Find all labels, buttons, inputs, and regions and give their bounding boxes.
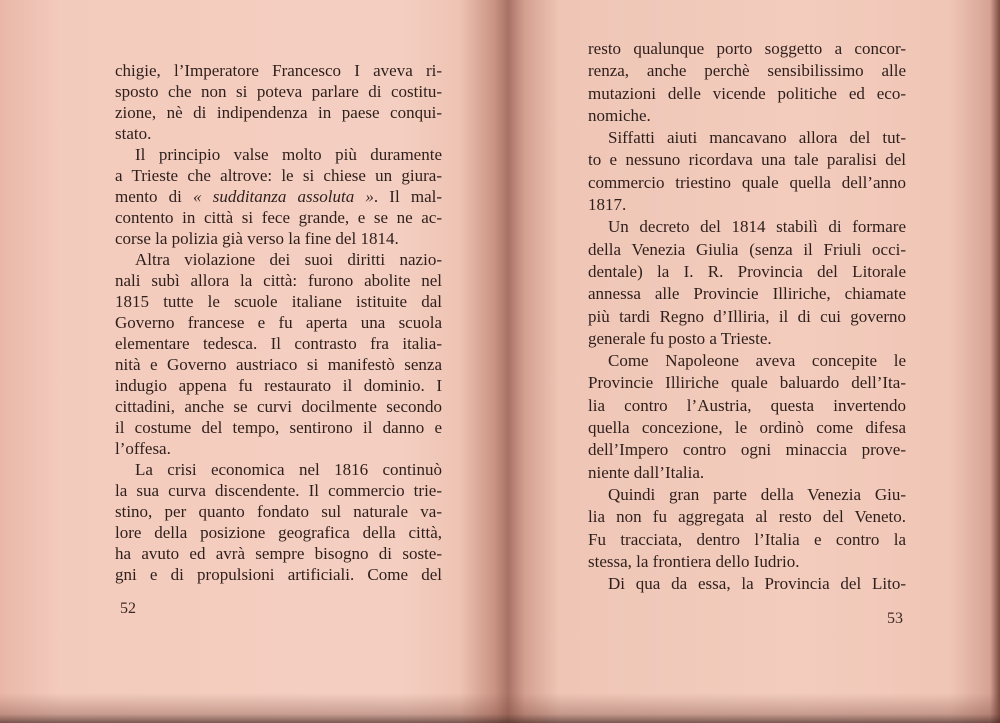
page-number-left: 52 <box>120 600 136 617</box>
page-number-right: 53 <box>887 610 903 627</box>
text-line: stato. <box>115 124 152 143</box>
text-line: Un decreto del 1814 stabilì di formare <box>608 217 906 237</box>
text-line: renza, anche perchè sensibilissimo alle <box>588 61 906 81</box>
text-line: annessa alle Provincie Illiriche, chiamate <box>588 284 906 304</box>
text-line: mutazioni delle vicende politiche ed eco- <box>588 83 906 103</box>
text-line: Di qua da essa, la Provincia del Lito- <box>608 574 906 594</box>
text-line: 1815 tutte le scuole italiane istituite dal <box>115 292 442 311</box>
text-line: indugio appena fu restaurato il dominio. I <box>115 376 442 395</box>
text-line: l’offesa. <box>115 439 171 458</box>
text-line: lia non fu aggregata al resto del Veneto. <box>588 507 906 527</box>
text-line: Governo francese e fu aperta una scuola <box>115 313 442 332</box>
text-line: dentale) la I. R. Provincia del Litorale <box>588 261 906 281</box>
text-line: contento in città si fece grande, e se ne ac- <box>115 208 442 227</box>
text-line: Il principio valse molto più duramente <box>135 145 442 164</box>
text-line: Come Napoleone aveva concepite le <box>608 351 906 371</box>
text-line: dell’Impero contro ogni minaccia prove- <box>588 440 906 460</box>
text-line: generale fu posto a Trieste. <box>588 328 772 348</box>
text-line: il costume del tempo, sentirono il danno e <box>115 418 442 437</box>
text-line: resto qualunque porto soggetto a concor- <box>588 39 906 58</box>
text-line: gni e di propulsioni artificiali. Come del <box>115 565 442 584</box>
text-line: 1817. <box>588 195 627 215</box>
text-line: della Venezia Giulia (senza il Friuli occi- <box>588 239 906 259</box>
text-line: quella concezione, le ordinò come difesa <box>588 418 906 438</box>
text-line: La crisi economica nel 1816 continuò <box>135 460 442 479</box>
text-line: niente dall’Italia. <box>588 462 705 482</box>
text-line: Siffatti aiuti mancavano allora del tut- <box>608 128 906 148</box>
text-line <box>115 186 442 207</box>
text-segment: . Il mal- <box>373 187 442 206</box>
text-line: lia contro l’Austria, questa invertendo <box>588 395 906 415</box>
text-line: Altra violazione dei suoi diritti nazio- <box>135 250 442 269</box>
text-line: ha avuto ed avrà sempre bisogno di soste- <box>115 544 442 563</box>
text-line: sposto che non si poteva parlare di costitu- <box>115 82 442 101</box>
italic-quote: « sudditanza assoluta » <box>193 187 374 206</box>
text-line: to e nessuno ricordava una tale paralisi del <box>588 150 906 170</box>
text-line: stino, per quanto fondato sul naturale va- <box>115 502 442 521</box>
text-line: lore della posizione geografica della città, <box>115 523 442 542</box>
page-bottom-edge <box>0 693 1000 723</box>
text-line: la sua curva discendente. Il commercio trie- <box>115 481 442 500</box>
text-line: stessa, la frontiera dello Iudrio. <box>588 551 800 571</box>
text-line: Provincie Illiriche quale baluardo dell’Ita- <box>588 373 906 393</box>
left-page-text <box>115 60 442 585</box>
text-line: nali subì allora la città: furono abolite nel <box>115 271 442 290</box>
text-line: Quindi gran parte della Venezia Giu- <box>608 484 906 504</box>
text-segment: mento di <box>115 187 194 206</box>
text-line: elementare tedesca. Il contrasto fra italia- <box>115 334 442 353</box>
text-line: più tardi Regno d’Illiria, il di cui governo <box>588 306 906 326</box>
text-line: zione, nè di indipendenza in paese conqui- <box>115 103 442 122</box>
right-page-text <box>588 38 906 595</box>
text-line: a Trieste che altrove: le si chiese un giura- <box>115 166 442 185</box>
text-line: nità e Governo austriaco si manifestò senza <box>115 355 442 374</box>
text-line: cittadini, anche se curvi docilmente secondo <box>115 397 442 416</box>
text-line: chigie, l’Imperatore Francesco I aveva ri- <box>115 61 442 80</box>
text-line: corse la polizia già verso la fine del 1814. <box>115 229 399 248</box>
text-line: commercio triestino quale quella dell’anno <box>588 172 906 192</box>
text-line: nomiche. <box>588 105 651 125</box>
text-line: Fu tracciata, dentro l’Italia e contro la <box>588 529 906 549</box>
